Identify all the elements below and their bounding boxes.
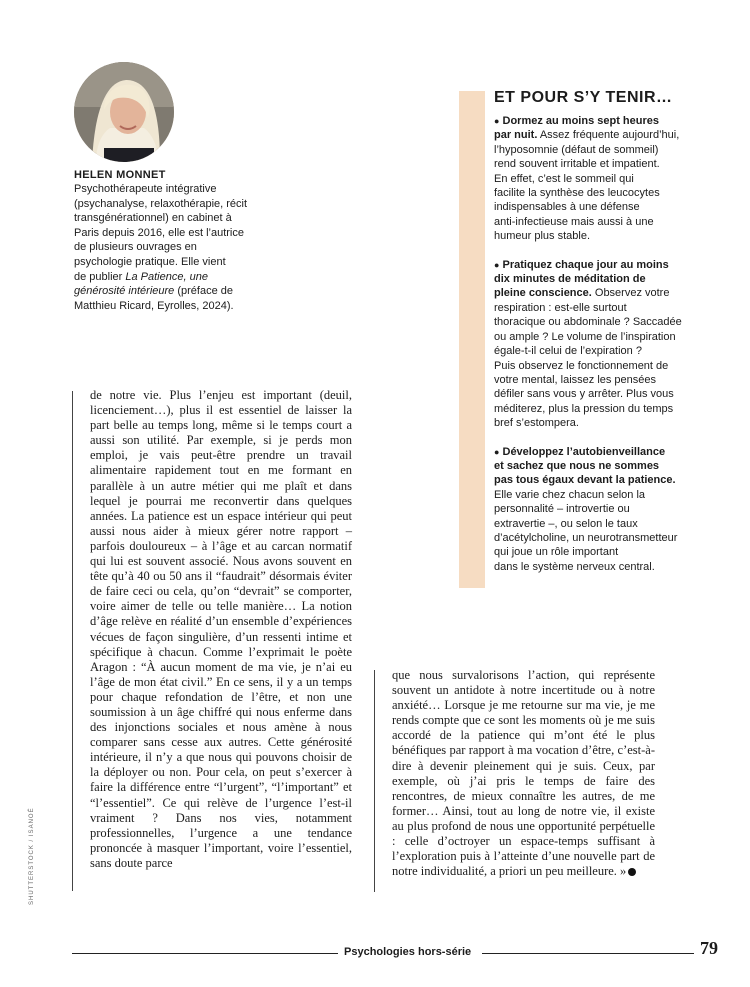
- author-name: HELEN MONNET: [74, 169, 166, 181]
- tip-text: défiler sans vous y arrêter. Plus vous: [494, 388, 674, 401]
- bullet-icon: ●: [494, 116, 500, 126]
- body-text: que nous survalorisons l’action, qui représente souvent un antidote à notre incertitude ou à notre anxiété… Lorsque je me retourne sur ma vie, je me rends compte que ce sont les moments où je me suis accordé de la patience qui m’ont été le plus bénéfiques par rapport à ma vocation d’être, c’est-à-dire à devenir pleinement qui je suis. Ceux, par exemple, où j’ai pris le temps de faire des rencontres, de mieux connaître les autres, de me former… Ainsi, tout au long de notre vie, il existe au plus profond de nous une opportunité perpétuelle : celle d’octroyer un espace-temps suffisant à l’exploration puis à l’atteinte d’une nouvelle part de notre individualité, a priori un peu meilleure. »: [392, 668, 655, 879]
- column-rule: [72, 391, 73, 891]
- bio-text: (préface de: [174, 285, 233, 298]
- tip-text: En effet, c’est le sommeil qui: [494, 172, 634, 185]
- sidebar-accent-bar: [459, 91, 485, 588]
- author-description: [74, 182, 270, 313]
- tip-text: votre mental, laissez les pensées: [494, 373, 657, 386]
- tip-heading: et sachez que nous ne sommes: [494, 459, 660, 472]
- tip-text: égale-t-il celui de l’expiration ?: [494, 345, 642, 358]
- portrait-image: [74, 62, 174, 162]
- bullet-icon: ●: [494, 446, 500, 457]
- bullet-icon: ●: [494, 259, 500, 270]
- tip-text: Puis observez le fonctionnement de: [494, 359, 669, 372]
- bio-line: de plusieurs ouvrages en: [74, 241, 197, 254]
- book-title: générosité intérieure: [74, 285, 175, 298]
- tip-text: personnalité – introvertie ou: [494, 503, 630, 516]
- footer-rule: [482, 953, 694, 954]
- body-text: de notre vie. Plus l’enjeu est important (deuil, licenciement…), plus il est essentiel de laisser la part belle au temps long, même si le temps court a aussi son utilité. Par exemple, si je perds mon emploi, je vais peut-être prendre un travail alimentaire rapidement tout en me formant en parallèle à un autre métier qui me plaît et dans lequel je pourrai me reconvertir dans quelques années. La patience est un espace intérieur qui peut aussi nous aider à mieux gérer notre rapport – parfois douloureux – à l’âge et au carcan normatif qui lui est souvent associé. Nous avons souvent en tête qu’à 40 ou 50 ans il “faudrait” désormais éviter de faire ceci ou cela, qu’on “devrait” se comporter, voire aimer de telle ou telle manière… La notion d’âge relève en réalité d’un ensemble d’expériences vécues de façon singulière, d’un ressenti intime et spécifique à chacun. Comme l’exprimait le poète Aragon : “À aucun moment de ma vie, je n’ai eu l’âge de mon état civil.” En ce sens, il y a un temps pour chaque refondation de l’être, et non une soumission à un âge chiffré qui nous enferme dans des injonctions sociales et nous amène à nous comparer sans cesse aux autres. Cette générosité intérieure, il n’y a que nous qui pouvons choisir de la déployer ou non. Pour cela, on peut s’exercer à faire la différence entre “l’urgent”, “l’important” et “l’essentiel”. Ce qui relève de l’urgence l’est-il vraiment ? Dans nos vies, notamment professionnelles, l’urgence a une tendance prononcée à masquer l’important, voire l’essentiel, sans doute parce: [90, 388, 352, 870]
- tip-text: Observez votre: [591, 287, 670, 300]
- magazine-name: Psychologies hors-série: [344, 946, 472, 958]
- author-photo: [74, 62, 174, 162]
- bio-line: Psychothérapeute intégrative: [74, 183, 217, 195]
- bio-line: transgénérationnel) en cabinet à: [74, 212, 232, 225]
- bio-line: Matthieu Ricard, Eyrolles, 2024).: [74, 299, 234, 312]
- tip-text: bref s’estompera.: [494, 417, 579, 430]
- author-bio: [74, 168, 270, 313]
- tip-self-kindness: [494, 445, 714, 575]
- tip-text: l’hyposomnie (défaut de sommeil): [494, 143, 659, 156]
- tip-sleep: [494, 114, 714, 244]
- tip-heading: pleine conscience.: [494, 287, 592, 300]
- sidebar-title: ET POUR S’Y TENIR…: [494, 89, 673, 106]
- tip-text: Elle varie chez chacun selon la: [494, 488, 646, 501]
- tip-meditation: [494, 258, 714, 431]
- body-column-1: [90, 388, 352, 871]
- book-title: La Patience, une: [125, 270, 208, 283]
- tip-text: humeur plus stable.: [494, 230, 590, 243]
- column-rule: [374, 670, 375, 892]
- footer-rule: [72, 953, 338, 954]
- tip-heading: dix minutes de méditation de: [494, 273, 646, 286]
- tip-text: dans le système nerveux central.: [494, 560, 655, 573]
- tip-heading: Pratiquez chaque jour au moins: [502, 258, 669, 271]
- tip-text: qui joue un rôle important: [494, 546, 619, 559]
- tip-text: indispensables à une défense: [494, 201, 640, 214]
- tip-text: facilite la synthèse des leucocytes: [494, 187, 660, 200]
- body-column-2: [392, 668, 655, 879]
- tip-heading: pas tous égaux devant la patience.: [494, 474, 676, 487]
- tips-sidebar: [494, 88, 714, 588]
- photo-credit: SHUTTERSTOCK / ISANOÉ: [29, 807, 35, 905]
- tip-text: anti-infectieuse mais aussi à une: [494, 215, 654, 228]
- tip-text: respiration : est-elle surtout: [494, 301, 627, 314]
- tip-text: méditerez, plus la pression du temps: [494, 402, 674, 415]
- bio-line: Paris depuis 2016, elle est l’autrice: [74, 226, 244, 239]
- bio-text: de publier: [74, 270, 126, 283]
- tip-text: extravertie –, ou selon le taux: [494, 517, 638, 530]
- tip-heading: par nuit.: [494, 129, 538, 142]
- bio-line: psychologie pratique. Elle vient: [74, 255, 226, 268]
- tip-text: ou ample ? Le volume de l’inspiration: [494, 330, 676, 343]
- bio-line: (psychanalyse, relaxothérapie, récit: [74, 197, 248, 210]
- tip-text: thoracique ou abdominale ? Saccadée: [494, 316, 682, 329]
- page-number: 79: [700, 938, 718, 958]
- tip-text: Assez fréquente aujourd’hui,: [537, 129, 680, 142]
- end-mark-icon: [628, 868, 636, 876]
- tip-heading: Développez l’autobienveillance: [502, 445, 666, 458]
- tip-text: d’acétylcholine, un neurotransmetteur: [494, 531, 678, 544]
- tip-text: rend souvent irritable et impatient.: [494, 158, 660, 171]
- tip-heading: Dormez au moins sept heures: [502, 115, 659, 127]
